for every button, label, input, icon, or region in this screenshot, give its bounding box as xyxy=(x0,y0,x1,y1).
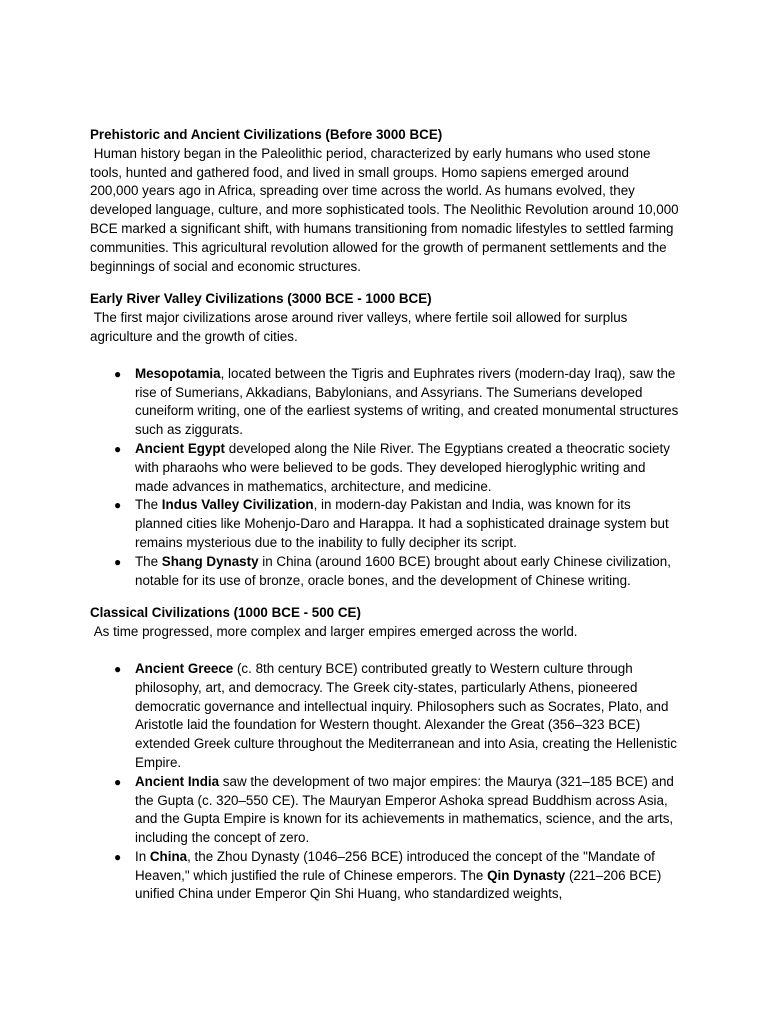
list-item xyxy=(90,773,680,848)
bullet-dot-icon: ● xyxy=(114,849,122,864)
section-river-valley xyxy=(90,290,680,590)
section-body: Human history began in the Paleolithic period, characterized by early humans who used stone tools, hunted and gathered food, and lived in small groups. Homo sapiens emerged around 200,000 years ago in Africa, spreading over time across the world. As humans evolved, they developed language, culture, and more sophisticated tools. The Neolithic Revolution around 10,000 BCE marked a significant shift, with humans transitioning from nomadic lifestyles to settled farming communities. This agricultural revolution allowed for the growth of permanent settlements and the beginnings of social and economic structures. xyxy=(90,145,683,274)
bullet-dot-icon: ● xyxy=(114,441,122,456)
bullet-text: , located between the Tigris and Euphrates rivers (modern-day Iraq), saw the rise of Sumerians, Akkadians, Babylonians, and Assyrians. The Sumerians developed cuneiform writing, one of the earliest systems of writing, and created monumental structures such as ziggurats. xyxy=(135,365,679,438)
bullet-term: Ancient India xyxy=(135,773,220,789)
bullet-term: China xyxy=(149,848,188,864)
bullet-text: , in modern-day Pakistan and India, was known for its planned cities like Mohenjo-Daro and Harappa. It had a sophisticated drainage system but remains mysterious due to the inability to fully decipher its script. xyxy=(135,497,669,550)
list-item xyxy=(90,365,680,440)
bullet-dot-icon: ● xyxy=(114,554,122,569)
bullet-dot-icon: ● xyxy=(114,366,122,381)
bullet-term: Shang Dynasty xyxy=(161,553,259,569)
bullet-term: Ancient Egypt xyxy=(135,440,226,456)
section-body: As time progressed, more complex and larger empires emerged across the world. xyxy=(90,624,578,640)
bullet-dot-icon: ● xyxy=(114,498,122,513)
bullet-list xyxy=(90,365,680,591)
section-title: Classical Civilizations (1000 BCE - 500 CE) xyxy=(90,605,361,621)
bullet-term: Ancient Greece xyxy=(135,660,234,676)
section-prehistoric xyxy=(90,126,683,276)
bullet-text: In xyxy=(135,848,150,864)
section-title: Prehistoric and Ancient Civilizations (Before 3000 BCE) xyxy=(90,127,443,142)
bullet-text: saw the development of two major empires: the Maurya (321–185 BCE) and the Gupta (c. 320–550 CE). The Mauryan Emperor Ashoka spread Buddhism across Asia, and the Gupta Empire is known for its achievements in mathematics, science, and the arts, including the concept of zero. xyxy=(135,773,674,846)
list-item xyxy=(90,553,680,591)
bullet-list xyxy=(90,660,680,904)
list-item xyxy=(90,496,680,552)
section-body: The first major civilizations arose around river valleys, where fertile soil allowed for surplus agriculture and the growth of cities. xyxy=(90,310,632,344)
document-page xyxy=(90,126,683,904)
bullet-text: The xyxy=(135,497,162,513)
bullet-text: , the Zhou Dynasty (1046–256 BCE) introduced the concept of the "Mandate of Heaven," which justified the rule of Chinese emperors. The xyxy=(135,848,655,883)
bullet-text: in China (around 1600 BCE) brought about early Chinese civilization, notable for its use of bronze, oracle bones, and the development of Chinese writing. xyxy=(135,553,671,588)
section-classical xyxy=(90,604,680,904)
bullet-text: The xyxy=(135,553,162,569)
list-item xyxy=(90,660,680,773)
bullet-text: (221–206 BCE) unified China under Emperor Qin Shi Huang, who standardized weights, xyxy=(135,867,662,902)
bullet-text: (c. 8th century BCE) contributed greatly to Western culture through philosophy, art, and democracy. The Greek city-states, particularly Athens, pioneered democratic governance and intellectual inquiry. Philosophers such as Socrates, Plato, and Aristotle laid the foundation for Western thought. Alexander the Great (356–323 BCE) extended Greek culture throughout the Mediterranean and into Asia, creating the Hellenistic Empire. xyxy=(135,660,677,770)
bullet-term: Qin Dynasty xyxy=(487,867,566,883)
bullet-dot-icon: ● xyxy=(114,774,122,789)
list-item xyxy=(90,440,680,496)
list-item xyxy=(90,848,680,904)
section-title: Early River Valley Civilizations (3000 BCE - 1000 BCE) xyxy=(90,291,432,307)
bullet-term: Mesopotamia xyxy=(135,365,221,381)
bullet-dot-icon: ● xyxy=(114,661,122,676)
bullet-text: developed along the Nile River. The Egyptians created a theocratic society with pharaohs who were believed to be gods. They developed hieroglyphic writing and made advances in mathematics, architecture, and medicine. xyxy=(135,440,670,494)
bullet-term: Indus Valley Civilization xyxy=(161,497,314,513)
